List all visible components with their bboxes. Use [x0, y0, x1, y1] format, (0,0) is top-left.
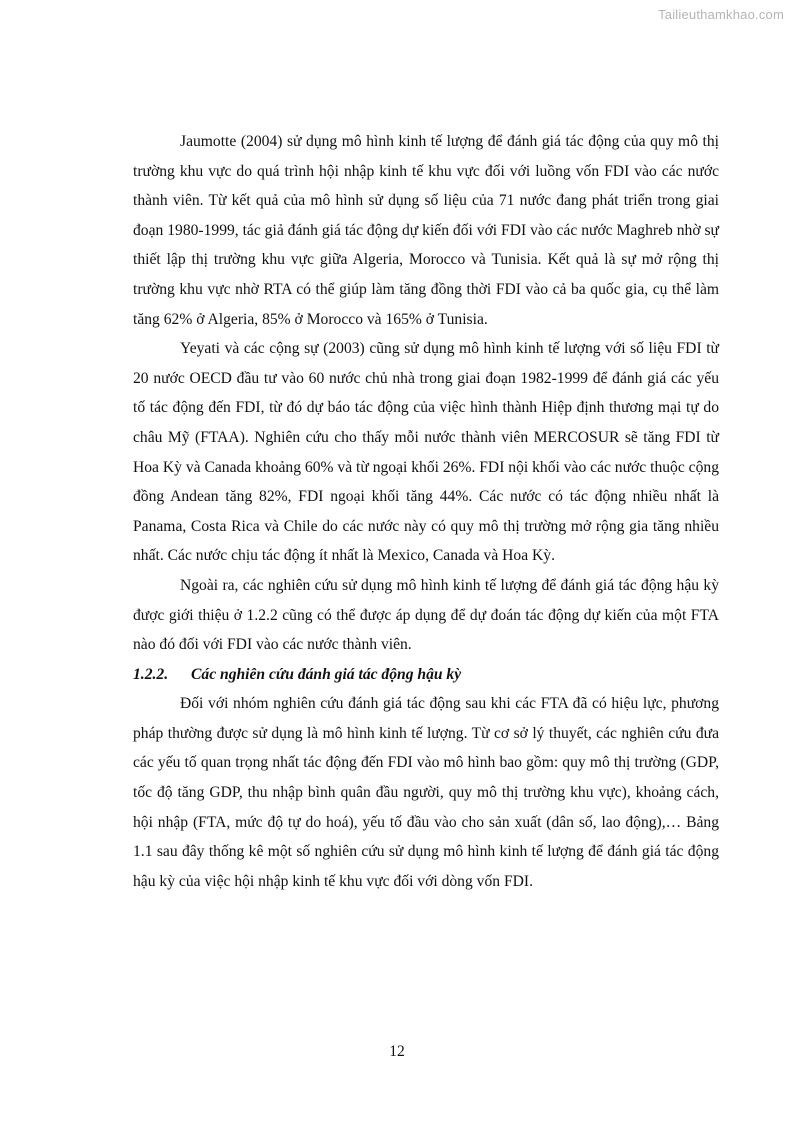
section-heading [133, 660, 719, 690]
document-body [133, 127, 719, 896]
watermark-text: Tailieuthamkhao.com [658, 7, 784, 22]
paragraph-jaumotte: Jaumotte (2004) sử dụng mô hình kinh tế lượng để đánh giá tác động của quy mô thị trường khu vực do quá trình hội nhập kinh tế khu vực đối với luồng vốn FDI vào các nước thành viên. Từ kết quả của mô hình sử dụng số liệu của 71 nước đang phát triển trong giai đoạn 1980-1999, tác giả đánh giá tác động dự kiến đối với FDI vào các nước Maghreb nhờ sự thiết lập thị trường khu vực giữa Algeria, Morocco và Tunisia. Kết quả là sự mở rộng thị trường khu vực nhờ RTA có thể giúp làm tăng đồng thời FDI vào cả ba quốc gia, cụ thể làm tăng 62% ở Algeria, 85% ở Morocco và 165% ở Tunisia. [133, 133, 719, 328]
paragraph-ngoai-ra: Ngoài ra, các nghiên cứu sử dụng mô hình kinh tế lượng để đánh giá tác động hậu kỳ được giới thiệu ở 1.2.2 cũng có thể được áp dụng để dự đoán tác động dự kiến của một FTA nào đó đối với FDI vào các nước thành viên. [133, 576, 719, 654]
section-title: Các nghiên cứu đánh giá tác động hậu kỳ [191, 665, 462, 683]
paragraph-yeyati: Yeyati và các cộng sự (2003) cũng sử dụng mô hình kinh tế lượng với số liệu FDI từ 20 nước OECD đầu tư vào 60 nước chủ nhà trong giai đoạn 1982-1999 để đánh giá các yếu tố tác động đến FDI, từ đó dự báo tác động của việc hình thành Hiệp định thương mại tự do châu Mỹ (FTAA). Nghiên cứu cho thấy mỗi nước thành viên MERCOSUR sẽ tăng FDI từ Hoa Kỳ và Canada khoảng 60% và từ ngoại khối 26%. FDI nội khối vào các nước thuộc cộng đồng Andean tăng 82%, FDI ngoại khối tăng 44%. Các nước có tác động nhiều nhất là Panama, Costa Rica và Chile do các nước này có quy mô thị trường mở rộng gia tăng nhiều nhất. Các nước chịu tác động ít nhất là Mexico, Canada và Hoa Kỳ. [133, 340, 719, 565]
paragraph-section-intro: Đối với nhóm nghiên cứu đánh giá tác động sau khi các FTA đã có hiệu lực, phương pháp thường được sử dụng là mô hình kinh tế lượng. Từ cơ sở lý thuyết, các nghiên cứu đưa các yếu tố quan trọng nhất tác động đến FDI vào mô hình bao gồm: quy mô thị trường (GDP, tốc độ tăng GDP, thu nhập bình quân đầu người, quy mô thị trường khu vực), khoảng cách, hội nhập (FTA, mức độ tự do hoá), yếu tố đầu vào cho sản xuất (dân số, lao động),… Bảng 1.1 sau đây thống kê một số nghiên cứu sử dụng mô hình kinh tế lượng để đánh giá tác động hậu kỳ của việc hội nhập kinh tế khu vực đối với dòng vốn FDI. [133, 695, 719, 890]
section-number: 1.2.2. [133, 665, 169, 683]
page-number: 12 [389, 1043, 405, 1060]
